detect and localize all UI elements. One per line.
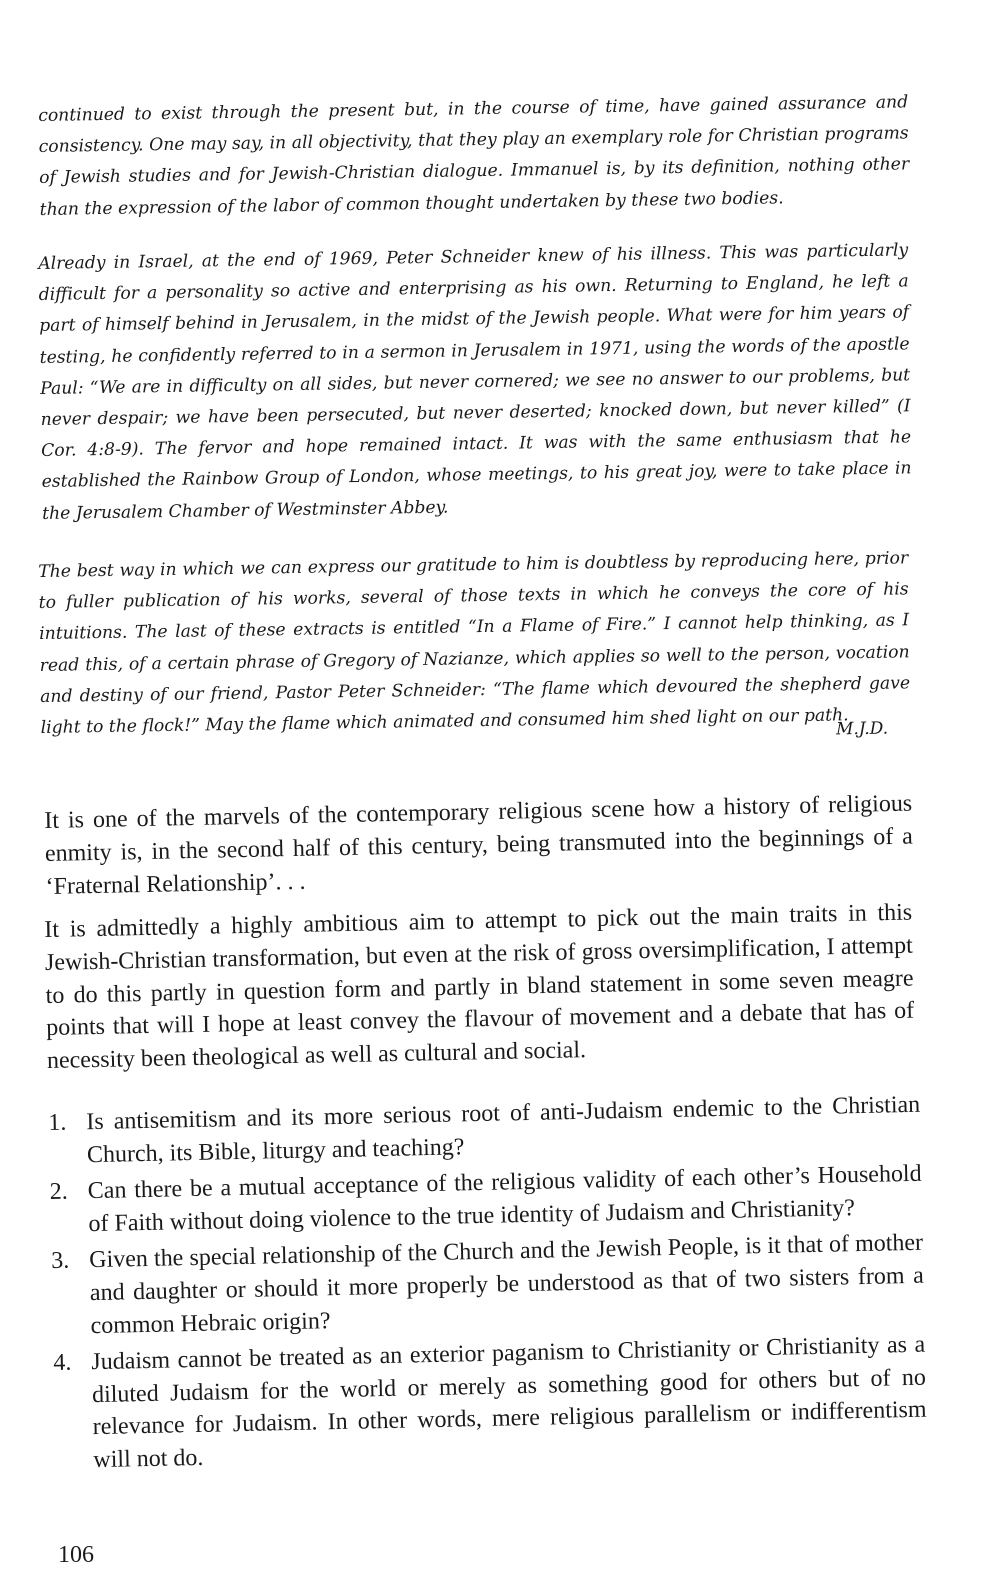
list-item [53,1329,928,1478]
essay-paragraph-2: It is admittedly a highly ambitious aim to attempt to pick out the main traits in this Jewish-Christian transformation, but even at the risk of gross oversimplification, I attempt to do this partly in question form and partly in bland statement in some seven meagre points that will I hope at least convey the flavour of movement and a debate that has of necessity been theological as well as cultural and social. [44,899,915,1075]
intro-paragraph-3: The best way in which we can express our gratitude to him is doubtless by reproducing here, prior to fuller publication of his works, several of those texts in which he conveys the core of his intuitions. The last of these extracts is entitled “In a Flame of Fire.” I cannot help thinking, as I read this, of a certain phrase of Gregory of Nazianze, which applies so well to the person, vocation and destiny of our friend, Pastor Peter Schneider: “The flame which devoured the shepherd gave light to the flock!” May the flame which animated and consumed him shed light on our path. [38,548,911,739]
list-item-text: Can there be a mutual acceptance of the religious validity of each other’s Household of Faith without doing violence to the true identity of Judaism and Christianity? [87,1160,922,1237]
list-item-text: Given the special relationship of the Church and the Jewish People, is it that of mother and daughter or should it more properly be understood as that of two sisters from a common Hebraic origin? [88,1230,924,1339]
list-item-number: 1. [48,1109,67,1136]
essay-paragraph-1: It is one of the marvels of the contemporary religious scene how a history of religious enmity is, in the second half of this century, being transmuted into the beginnings of a ‘Fraternal Relationship’. . . [44,790,914,900]
numbered-points-list [48,1089,928,1482]
list-item-number: 3. [50,1247,70,1275]
list-item-number: 2. [49,1178,69,1206]
list-item [51,1227,925,1343]
page-number: 106 [58,1542,94,1568]
list-item-text: Is antisemitism and its more serious root of anti-Judaism endemic to the Christian Church, its Bible, liturgy and teaching? [86,1091,921,1168]
intro-paragraph-1: continued to exist through the present but, in the course of time, have gained assurance and consistency. One may say, in all objectivity, that they play an exemplary role for Christian programs of Jewish studies and for Jewish-Christian dialogue. Immanuel is, by its definition, nothing other than the expression of the labor of common thought undertaken by these two bodies. [38,92,910,220]
intro-paragraph-2: Already in Israel, at the end of 1969, Peter Schneider knew of his illness. This was particularly difficult for a personality so active and enterprising as his own. Returning to England, he left a part of himself behind in Jerusalem, in the midst of the Jewish people. What were for him years of testing, he confidently referred to in a sermon in Jerusalem in 1971, using the words of the apostle Paul: “We are in difficulty on all sides, but never cornered; we see no answer to our problems, but never despair; we have been persecuted, but never deserted; knocked down, but never killed” (I Cor. 4:8-9). The fervor and hope remained intact. It was with the same enthusiasm that he established the Rainbow Group of London, whose meetings, to his great joy, were to take place in the Jerusalem Chamber of Westminster Abbey. [38,240,912,524]
list-item-text: Judaism cannot be treated as an exterior paganism to Christianity or Christianity as a diluted Judaism for the world or merely as something good for others but of no relevance for Judaism. In other words, mere religious parallelism or indifferentism will not do. [91,1331,927,1474]
author-initials: M.J.D. [835,718,889,740]
list-item-number: 4. [53,1349,72,1377]
